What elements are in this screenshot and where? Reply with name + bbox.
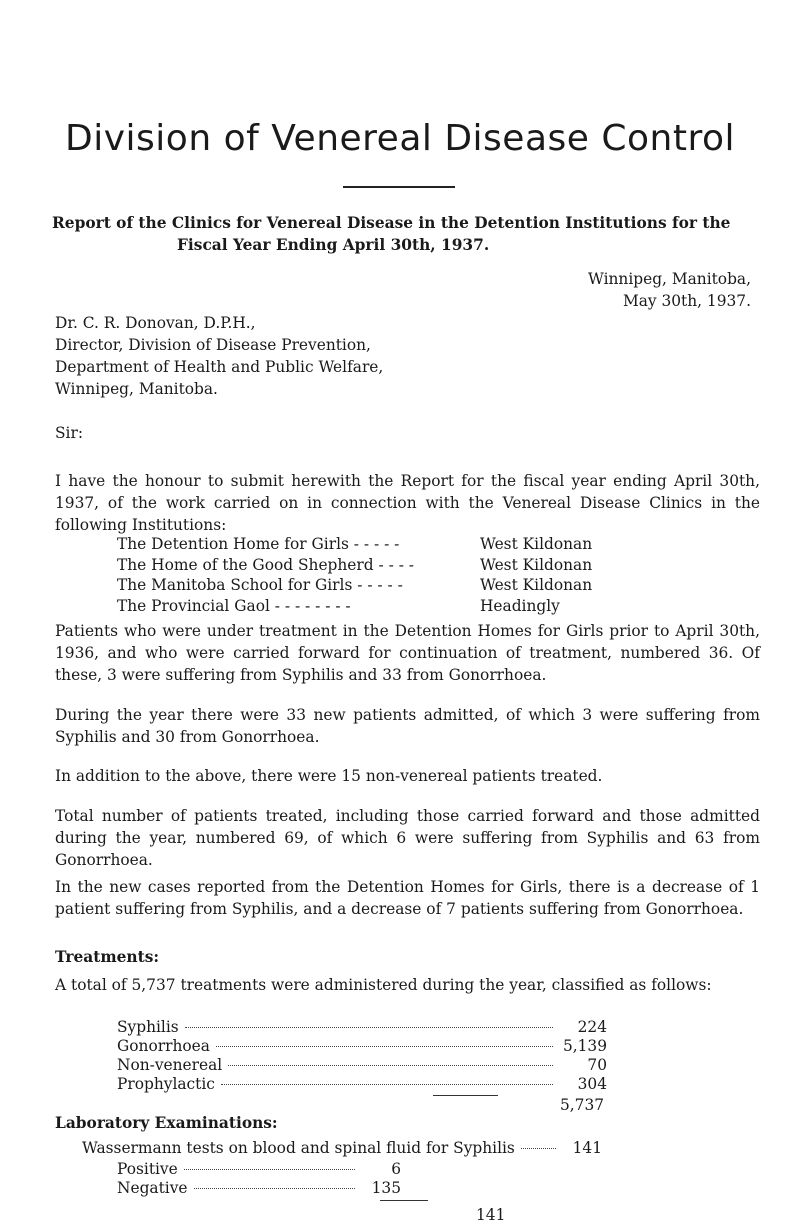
treatment-label: Non-venereal [117, 1056, 223, 1074]
institution-place: Headingly [480, 596, 560, 615]
treatment-row [117, 1075, 607, 1094]
location-city: Winnipeg, Manitoba, [588, 270, 751, 288]
institution-place: West Kildonan [480, 576, 593, 594]
dot-leader [185, 1027, 553, 1028]
laboratory-results [117, 1160, 401, 1198]
paragraph-new-cases: In the new cases reported from the Detention Homes for Girls, there is a decrease of 1 patient suffering from Syphilis, and a decrease of 7 patients suffering from Gonorrhoea. [55, 878, 760, 918]
institution-row [117, 534, 637, 555]
address-line: Director, Division of Disease Prevention, [55, 336, 371, 354]
report-heading-line1: Report of the Clinics for Venereal Disease in the Detention Institutions for the [52, 214, 731, 232]
recipient-address [55, 312, 555, 400]
treatment-label: Gonorrhoea [117, 1037, 210, 1055]
treatment-value: 304 [577, 1075, 607, 1093]
paragraph-non-venereal: In addition to the above, there were 15 non-venereal patients treated. [55, 767, 603, 785]
institution-list [117, 534, 637, 616]
institution-name: The Home of the Good Shepherd - - - - [117, 555, 414, 574]
address-line: Winnipeg, Manitoba. [55, 380, 218, 398]
lab-sum-rule [380, 1200, 428, 1201]
lab-label: Positive [117, 1160, 178, 1178]
treatment-label: Prophylactic [117, 1075, 215, 1093]
dot-leader [184, 1169, 355, 1170]
lab-row [117, 1179, 401, 1198]
institution-row [117, 555, 637, 576]
dot-leader [521, 1148, 556, 1149]
address-line: Dr. C. R. Donovan, D.P.H., [55, 314, 256, 332]
treatment-row [117, 1037, 607, 1056]
laboratory-total: 141 [476, 1206, 506, 1224]
paragraph-new-patients: During the year there were 33 new patients admitted, of which 3 were suffering from Syphilis and 30 from Gonorrhoea. [55, 706, 760, 746]
location-date [500, 268, 751, 312]
wassermann-value: 141 [572, 1139, 602, 1157]
treatment-value: 224 [577, 1018, 607, 1036]
institution-name: The Detention Home for Girls - - - - - [117, 535, 400, 553]
paragraph-total-patients: Total number of patients treated, including those carried forward and those admitted during the year, numbered 69, of which 6 were suffering from Syphilis and 63 from Gonorrhoea. [55, 807, 760, 869]
institution-place: West Kildonan [480, 535, 593, 553]
treatment-row [117, 1056, 607, 1075]
treatment-value: 70 [587, 1056, 607, 1074]
address-line: Department of Health and Public Welfare, [55, 358, 384, 376]
lab-value: 135 [371, 1179, 401, 1197]
institution-row [117, 596, 637, 617]
treatment-value: 5,139 [562, 1037, 607, 1055]
dot-leader [216, 1046, 553, 1047]
laboratory-heading: Laboratory Examinations: [55, 1114, 278, 1132]
page-title: Division of Venereal Disease Control [65, 118, 735, 159]
report-heading [52, 212, 752, 256]
paragraph-carried-forward: Patients who were under treatment in the Detention Homes for Girls prior to April 30th, 1936, and who were carried forward for continuation of treatment, numbered 36. Of these, 3 were suffering from Syphilis and 33 from Gonorrhoea. [55, 622, 760, 684]
treatments-table [117, 1018, 607, 1094]
institution-name: The Manitoba School for Girls - - - - - [117, 576, 403, 594]
treatment-label: Syphilis [117, 1018, 179, 1036]
dot-leader [194, 1188, 355, 1189]
treatments-total: 5,737 [560, 1096, 605, 1114]
institution-row [117, 575, 637, 596]
institution-place: West Kildonan [480, 555, 593, 574]
location-date-text: May 30th, 1937. [622, 292, 751, 310]
wassermann-label: Wassermann tests on blood and spinal fluid for Syphilis [82, 1139, 515, 1157]
treatments-heading: Treatments: [55, 948, 160, 966]
salutation: Sir: [55, 424, 84, 442]
lab-row [117, 1160, 401, 1179]
treatments-sum-rule [433, 1095, 498, 1096]
dot-leader [228, 1065, 553, 1066]
dot-leader [221, 1084, 553, 1085]
paragraph-intro: I have the honour to submit herewith the Report for the fiscal year ending April 30th, 1937, of the work carried on in connection with the Venereal Disease Clinics in the following Institutions: [55, 472, 760, 534]
wassermann-row [82, 1139, 602, 1157]
lab-label: Negative [117, 1179, 188, 1197]
treatment-row [117, 1018, 607, 1037]
institution-name: The Provincial Gaol - - - - - - - - [117, 596, 351, 615]
title-divider [343, 186, 455, 188]
report-heading-line2: Fiscal Year Ending April 30th, 1937. [177, 236, 490, 254]
treatments-intro: A total of 5,737 treatments were administered during the year, classified as follows: [55, 976, 712, 994]
lab-value: 6 [391, 1160, 401, 1178]
